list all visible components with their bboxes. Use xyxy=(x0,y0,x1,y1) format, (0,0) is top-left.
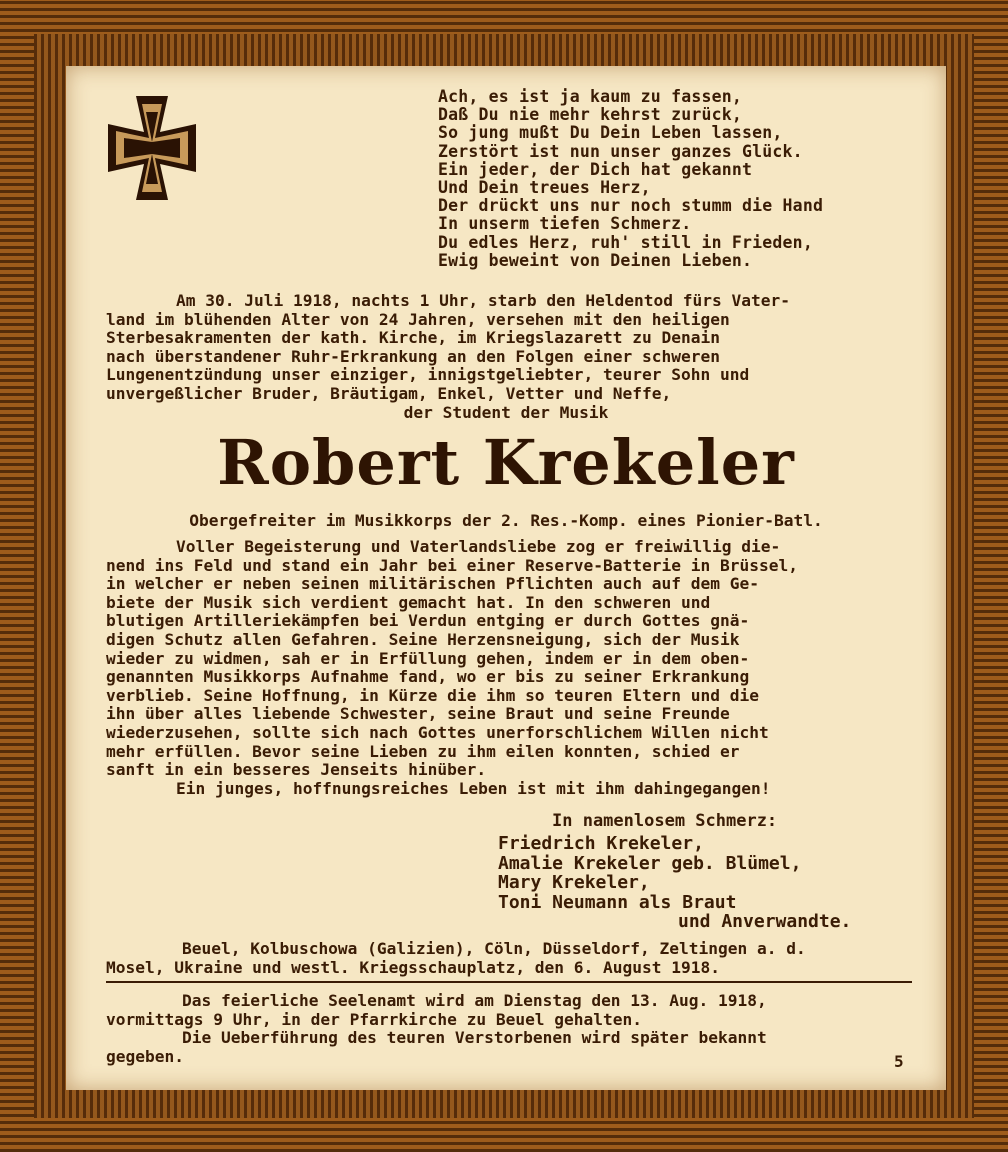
announcement-line: Am 30. Juli 1918, nachts 1 Uhr, starb den Heldentod fürs Vater- xyxy=(176,291,790,310)
biography-line: wiederzusehen, sollte sich nach Gottes unerforschlichem Willen nicht xyxy=(106,722,769,742)
poem-line: Und Dein treues Herz, xyxy=(438,178,651,198)
biography-line: Voller Begeisterung und Vaterlandsliebe zog er freiwillig die- xyxy=(176,537,781,556)
page-number: 5 xyxy=(894,1052,904,1071)
biography-line: in welcher er neben seinen militärischen Pflichten auch auf dem Ge- xyxy=(106,574,759,594)
funeral-line: Die Ueberführung des teuren Verstorbenen wird später bekannt xyxy=(182,1028,767,1048)
biography-line: verblieb. Seine Hoffnung, in Kürze die ihm so teuren Eltern und die xyxy=(106,685,759,705)
biography-line: genannten Musikkorps Aufnahme fand, wo er bis zu seiner Erkrankung xyxy=(106,667,750,687)
biography-line: sanft in ein besseres Jenseits hinüber. xyxy=(106,760,487,780)
funeral-line: gegeben. xyxy=(106,1046,184,1066)
poem-line: Ewig beweint von Deinen Lieben. xyxy=(438,250,753,270)
announcement-line: Lungenentzündung unser einziger, innigstgeliebter, teurer Sohn und xyxy=(106,365,750,385)
grief-text: In namenlosem Schmerz: xyxy=(552,811,778,831)
poem-line: In unserm tiefen Schmerz. xyxy=(438,214,692,234)
mourner-name: und Anverwandte. xyxy=(678,911,852,932)
deceased-name: Robert Krekeler xyxy=(217,426,795,499)
places-line: Beuel, Kolbuschowa (Galizien), Cöln, Düsseldorf, Zeltingen a. d. xyxy=(182,939,806,958)
poem-line: Der drückt uns nur noch stumm die Hand xyxy=(438,196,824,216)
announcement-line: nach überstandener Ruhr-Erkrankung an den Folgen einer schweren xyxy=(106,346,720,366)
divider xyxy=(106,981,912,983)
iron-cross-icon xyxy=(96,92,208,204)
poem-line: Ein jeder, der Dich hat gekannt xyxy=(438,159,753,179)
biography-line: digen Schutz allen Gefahren. Seine Herzensneigung, sich der Musik xyxy=(106,629,740,649)
death-announcement xyxy=(106,292,906,422)
places-line: Mosel, Ukraine und westl. Kriegsschauplatz, den 6. August 1918. xyxy=(106,957,720,977)
rank-text: Obergefreiter im Musikkorps der 2. Res.-Komp. eines Pionier-Batl. xyxy=(189,511,823,530)
announcement-line: land im blühenden Alter von 24 Jahren, versehen mit den heiligen xyxy=(106,309,730,329)
closing-line: Ein junges, hoffnungsreiches Leben ist mit ihm dahingegangen! xyxy=(176,778,771,798)
poem-line: Daß Du nie mehr kehrst zurück, xyxy=(438,105,743,125)
announcement-line: unvergeßlicher Bruder, Bräutigam, Enkel, Vetter und Neffe, xyxy=(106,383,672,403)
rank-line xyxy=(106,512,906,531)
announcement-line: Sterbesakramenten der kath. Kirche, im Kriegslazarett zu Denain xyxy=(106,328,720,348)
biography xyxy=(106,538,906,798)
mourners-list xyxy=(498,834,938,932)
obituary-notice xyxy=(66,66,946,1090)
poem-line: So jung mußt Du Dein Leben lassen, xyxy=(438,123,783,143)
poem-line: Du edles Herz, ruh' still in Frieden, xyxy=(438,232,813,252)
biography-line: nend ins Feld und stand ein Jahr bei einer Reserve-Batterie in Brüssel, xyxy=(106,555,798,575)
poem-line: Zerstört ist nun unser ganzes Glück. xyxy=(438,141,803,161)
funeral-line: Das feierliche Seelenamt wird am Dienstag den 13. Aug. 1918, xyxy=(182,991,767,1010)
biography-line: wieder zu widmen, sah er in Erfüllung gehen, indem er in dem oben- xyxy=(106,648,750,668)
student-line: der Student der Musik xyxy=(403,402,609,422)
mourner-name: Mary Krekeler, xyxy=(498,872,650,893)
poem-line: Ach, es ist ja kaum zu fassen, xyxy=(438,87,743,106)
mourner-name: Amalie Krekeler geb. Blümel, xyxy=(498,852,802,874)
biography-line: ihn über alles liebende Schwester, seine Braut und seine Freunde xyxy=(106,704,730,724)
memorial-poem xyxy=(438,88,928,270)
funeral-notice xyxy=(106,992,906,1066)
mourner-name: Toni Neumann als Braut xyxy=(498,891,737,913)
biography-line: blutigen Artilleriekämpfen bei Verdun entging er durch Gottes gnä- xyxy=(106,611,750,631)
biography-line: mehr erfüllen. Bevor seine Lieben zu ihm eilen konnten, schied er xyxy=(106,741,740,761)
mourner-name: Friedrich Krekeler, xyxy=(498,833,704,854)
biography-line: biete der Musik sich verdient gemacht hat. In den schweren und xyxy=(106,592,711,612)
grief-line xyxy=(552,812,992,831)
funeral-line: vormittags 9 Uhr, in der Pfarrkirche zu Beuel gehalten. xyxy=(106,1009,643,1029)
places-and-date xyxy=(106,940,906,977)
